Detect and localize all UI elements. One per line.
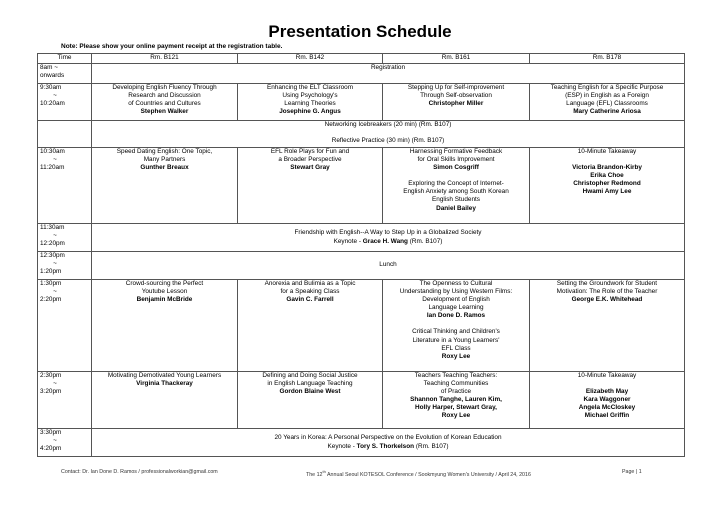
presenter-name: Benjamin McBride xyxy=(136,296,193,304)
session-cell: Stepping Up for Self-improvement Through Self-observation Christopher Miller xyxy=(383,84,530,121)
presenter-name: Daniel Bailey xyxy=(436,204,476,212)
presenter-name: Gavin C. Farrell xyxy=(286,296,334,304)
session-cell: The Openness to Cultural Understanding by Using Western Films: Development of English Language Learning Ian Done D. Ramos Critical Thinking and Children's Literature in a Young Learners' EFL Class Roxy Lee xyxy=(383,280,530,372)
presenter-name: Gunther Breaux xyxy=(140,164,189,172)
presenter-name: Roxy Lee xyxy=(441,412,471,420)
presenter-name: Ian Done D. Ramos xyxy=(426,312,486,320)
presenter-name: Mary Catherine Ariosa xyxy=(573,108,641,116)
presenter-name: Victoria Brandon-Kirby xyxy=(572,164,642,172)
presenter-name: Virginia Thackeray xyxy=(136,380,193,388)
registration-time: 8am ~ onwards xyxy=(38,64,92,84)
keynote-row-2 xyxy=(38,429,685,457)
keynote-row-1 xyxy=(38,224,685,252)
session-row-1 xyxy=(38,84,685,121)
presenter-name: Shannon Tanghe, Lauren Kim, xyxy=(410,396,502,404)
registration-note: Note: Please show your online payment receipt at the registration table. xyxy=(61,43,283,50)
header-room-b161: Rm. B161 xyxy=(383,54,530,64)
session-cell: Developing English Fluency Through Research and Discussion of Countries and Cultures Stephen Walker xyxy=(92,84,238,121)
header-room-b178: Rm. B178 xyxy=(530,54,685,64)
presenter-name: Erika Choe xyxy=(590,172,624,180)
break-cell: Networking Icebreakers (20 min) (Rm. B107) Reflective Practice (30 min) (Rm. B107) xyxy=(92,121,685,148)
keynote-cell: 20 Years in Korea: A Personal Perspective on the Evolution of Korean Education Keynote - Tory S. Thorkelson (Rm. B107) xyxy=(92,429,685,457)
session-time: 1:30pm ~ 2:20pm xyxy=(38,280,92,372)
session-cell: Defining and Doing Social Justice in English Language Teaching Gordon Blaine West xyxy=(238,372,383,429)
session-time: 9:30am ~ 10:20am xyxy=(38,84,92,121)
presenter-name: Angela McCloskey xyxy=(578,404,636,412)
presenter-name: Stewart Gray xyxy=(290,164,330,172)
presenter-name: Elizabeth May xyxy=(585,388,629,396)
presenter-name: Christopher Miller xyxy=(428,100,484,108)
presenter-name: Holly Harper, Stewart Gray, xyxy=(415,404,497,412)
schedule-table xyxy=(37,53,685,457)
registration-row xyxy=(38,64,685,84)
session-cell: Teachers Teaching Teachers: Teaching Communities of Practice Shannon Tanghe, Lauren Kim, Holly Harper, Stewart Gray, Roxy Lee xyxy=(383,372,530,429)
presenter-name: Stephen Walker xyxy=(140,108,189,116)
presenter-name: Roxy Lee xyxy=(441,352,471,360)
header-room-b142: Rm. B142 xyxy=(238,54,383,64)
keynote-cell: Friendship with English--A Way to Step Up in a Globalized Society Keynote - Grace H. Wang (Rm. B107) xyxy=(92,224,685,252)
session-time: 3:30pm ~ 4:20pm xyxy=(38,429,92,457)
session-cell: Setting the Groundwork for Student Motivation: The Role of the Teacher George E.K. Whitehead xyxy=(530,280,685,372)
footer-contact: Contact: Dr. Ian Done D. Ramos / professionalworkian@gmail.com xyxy=(61,469,218,475)
session-cell: Motivating Demotivated Young Learners Virginia Thackeray xyxy=(92,372,238,429)
session-cell: Crowd-sourcing the Perfect Youtube Lesson Benjamin McBride xyxy=(92,280,238,372)
presenter-name: Simon Cosgriff xyxy=(433,164,479,172)
footer-page-number: Page | 1 xyxy=(622,469,642,475)
keynote-speaker: Tory S. Thorkelson xyxy=(356,442,415,450)
presenter-name: Kara Waggoner xyxy=(583,396,631,404)
footer-conference: The 12th Annual Seoul KOTESOL Conference / Sookmyung Women's University / April 24, 2016 xyxy=(306,469,531,478)
session-time: 11:30am ~ 12:20pm xyxy=(38,224,92,252)
presenter-name: George E.K. Whitehead xyxy=(571,296,643,304)
presenter-name: Hwami Amy Lee xyxy=(582,188,632,196)
session-cell: EFL Role Plays for Fun and a Broader Perspective Stewart Gray xyxy=(238,148,383,224)
presenter-name: Christopher Redmond xyxy=(573,180,641,188)
session-cell: Speed Dating English: One Topic, Many Partners Gunther Breaux xyxy=(92,148,238,224)
lunch-row xyxy=(38,252,685,280)
session-cell: 10-Minute Takeaway Elizabeth May Kara Waggoner Angela McCloskey Michael Griffin xyxy=(530,372,685,429)
page-title: Presentation Schedule xyxy=(268,22,452,41)
session-cell: 10-Minute Takeaway Victoria Brandon-Kirby Erika Choe Christopher Redmond Hwami Amy Lee xyxy=(530,148,685,224)
break-row xyxy=(38,121,685,148)
header-row xyxy=(38,54,685,64)
session-cell: Harnessing Formative Feedback for Oral Skills Improvement Simon Cosgriff Exploring the Concept of Internet- English Anxiety among South Korean English Students Daniel Bailey xyxy=(383,148,530,224)
session-row-2 xyxy=(38,148,685,224)
header-room-b121: Rm. B121 xyxy=(92,54,238,64)
session-cell: Enhancing the ELT Classroom Using Psychology's Learning Theories Josephine G. Angus xyxy=(238,84,383,121)
presenter-name: Gordon Blaine West xyxy=(279,388,341,396)
session-row-3 xyxy=(38,280,685,372)
session-time: 12:30pm ~ 1:20pm xyxy=(38,252,92,280)
presenter-name: Michael Griffin xyxy=(584,412,630,420)
session-time: 10:30am ~ 11:20am xyxy=(38,148,92,224)
header-time: Time xyxy=(38,54,92,64)
keynote-speaker: Grace H. Wang xyxy=(362,237,408,245)
session-cell: Teaching English for a Specific Purpose (ESP) in English as a Foreign Language (EFL) Classrooms Mary Catherine Ariosa xyxy=(530,84,685,121)
presenter-name: Josephine G. Angus xyxy=(279,108,341,116)
registration-cell: Registration xyxy=(92,64,685,84)
session-cell: Anorexia and Bulimia as a Topic for a Speaking Class Gavin C. Farrell xyxy=(238,280,383,372)
session-row-4 xyxy=(38,372,685,429)
session-time: 2:30pm ~ 3:20pm xyxy=(38,372,92,429)
lunch-cell: Lunch xyxy=(92,252,685,280)
